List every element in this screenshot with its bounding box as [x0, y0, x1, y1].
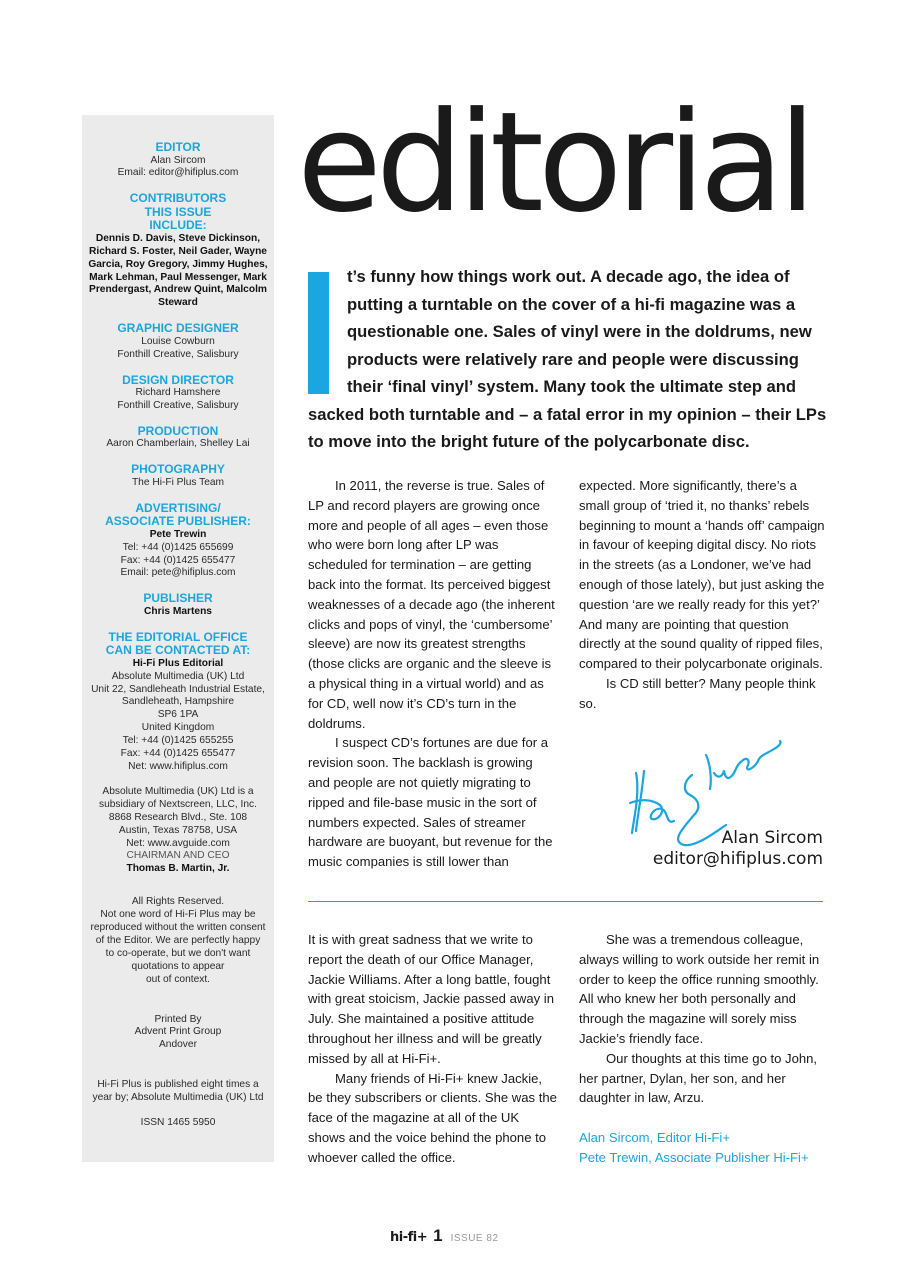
- rights-line: All Rights Reserved.: [131, 896, 225, 908]
- rights-line: reproduced without the written consent: [90, 922, 266, 934]
- editorial-column-2: [579, 476, 829, 714]
- production-names: Aaron Chamberlain, Shelley Lai: [106, 438, 250, 450]
- chairman-name: Thomas B. Martin, Jr.: [126, 863, 230, 875]
- published-line: Hi-Fi Plus is published eight times a: [97, 1079, 259, 1091]
- rights-line: quotations to appear: [131, 960, 225, 972]
- editor-name: Alan Sircom: [150, 154, 206, 166]
- issn: ISSN 1465 5950: [140, 1117, 216, 1129]
- spacer: [579, 1108, 829, 1128]
- signature-name: Alan Sircom: [721, 828, 823, 848]
- obituary-paragraph: Many friends of Hi-Fi+ knew Jackie, be they subscribers or clients. She was the face of the magazine at all of the UK shows and the voice behind the phone to whoever called the office.: [308, 1070, 557, 1165]
- page-number: 1: [433, 1226, 443, 1245]
- contributors-names: Dennis D. Davis, Steve Dickinson, Richard S. Foster, Neil Gader, Wayne Garcia, Roy Gregory, Jimmy Hughes, Mark Lehman, Paul Messenger, Mark Prendergast, Andrew Quint, Malcolm Steward: [88, 232, 268, 309]
- obituary-signature-1: Alan Sircom, Editor Hi-Fi+: [579, 1129, 730, 1145]
- office-heading: THE EDITORIAL OFFICE CAN BE CONTACTED AT:: [105, 629, 251, 658]
- masthead-office: [86, 631, 270, 774]
- parent-line: subsidiary of Nextscreen, LLC, Inc.: [99, 798, 257, 810]
- office-line: Absolute Multimedia (UK) Ltd: [111, 670, 245, 682]
- section-divider: [308, 901, 823, 902]
- photography-names: The Hi-Fi Plus Team: [131, 476, 225, 488]
- masthead-parent-company: [86, 786, 270, 876]
- body-paragraph: expected. More significantly, there’s a small group of ‘tried it, no thanks’ rebels beginning to mount a ‘hands off’ campaign in favour of keeping digital discy. No riots in the streets (as a Londoner, we’ve had enough of those lately), but just asking the question ‘are we really ready for this yet?’ And many are pointing that question directly at the sound quality of ripped files, compared to their polycarbonate originals.: [579, 478, 825, 672]
- published-line: year by; Absolute Multimedia (UK) Ltd: [92, 1092, 264, 1104]
- advertising-heading: ADVERTISING/ ASSOCIATE PUBLISHER:: [105, 500, 251, 529]
- printed-line: Advent Print Group: [134, 1026, 222, 1038]
- masthead-editor: [86, 141, 270, 180]
- drop-cap-bar: [308, 272, 329, 394]
- office-line: Fax: +44 (0)1425 655477: [120, 748, 236, 760]
- office-line: Sandleheath, Hampshire: [121, 696, 235, 708]
- masthead-printed: [86, 1014, 270, 1053]
- advertising-fax: Fax: +44 (0)1425 655477: [120, 554, 236, 566]
- graphic-designer-company: Fonthill Creative, Salisbury: [117, 348, 239, 360]
- obituary-paragraph: She was a tremendous colleague, always willing to work outside her remit in order to keep the office running smoothly. All who knew her both personally and through the magazine will sorely miss Jackie’s friendly face.: [579, 932, 820, 1046]
- obituary-signature-2: Pete Trewin, Associate Publisher Hi-Fi+: [579, 1149, 809, 1165]
- graphic-designer-heading: GRAPHIC DESIGNER: [117, 321, 239, 336]
- office-line: Tel: +44 (0)1425 655255: [122, 735, 234, 747]
- issue-label: ISSUE 82: [450, 1233, 499, 1244]
- editor-email: Email: editor@hifiplus.com: [117, 167, 239, 179]
- masthead-published: [86, 1079, 270, 1105]
- masthead-rights: [86, 896, 270, 986]
- page-footer: [390, 1226, 499, 1246]
- obituary-column-1: [308, 930, 558, 1168]
- parent-line: Austin, Texas 78758, USA: [118, 824, 238, 836]
- rights-line: Not one word of Hi-Fi Plus may be: [100, 909, 256, 921]
- signature-email: editor@hifiplus.com: [652, 849, 823, 869]
- signature-block: [653, 828, 823, 870]
- masthead-production: [86, 425, 270, 451]
- intro-text: t’s funny how things work out. A decade ago, the idea of putting a turntable on the cover of a hi-fi magazine was a questionable one. Sales of vinyl were in the doldrums, new products were relatively rare and people were discussing their ‘final vinyl’ system. Many took the ultimate step and sacked both turntable and – a fatal error in my opinion – their LPs to move into the bright future of the polycarbonate disc.: [308, 267, 827, 451]
- parent-line: Net: www.avguide.com: [126, 837, 230, 849]
- drop-cap-letter: [308, 272, 309, 273]
- office-line: Unit 22, Sandleheath Industrial Estate,: [91, 683, 265, 695]
- masthead-advertising: [86, 502, 270, 581]
- masthead-publisher: [86, 592, 270, 618]
- printed-line: Andover: [159, 1039, 197, 1051]
- body-paragraph: Is CD still better? Many people think so.: [579, 675, 816, 711]
- publisher-heading: PUBLISHER: [143, 591, 213, 606]
- obituary-paragraph: Our thoughts at this time go to John, her partner, Dylan, her son, and her daughter in law, Arzu.: [579, 1050, 818, 1106]
- editorial-column-1: [308, 476, 558, 872]
- office-line: Net: www.hifiplus.com: [128, 760, 228, 772]
- body-paragraph: I suspect CD’s fortunes are due for a revision soon. The backlash is growing and people are not quietly migrating to ripped and file-base music in the sort of numbers expected. Sales of streamer hardware are buoyant, but revenue for the music companies is still lower than: [308, 735, 553, 870]
- masthead-photography: [86, 463, 270, 489]
- parent-line: 8868 Research Blvd., Ste. 108: [108, 811, 248, 823]
- masthead-design-director: [86, 374, 270, 413]
- rights-line: to co-operate, but we don't want: [105, 947, 251, 959]
- photography-heading: PHOTOGRAPHY: [131, 462, 225, 477]
- obituary-paragraph: It is with great sadness that we write to report the death of our Office Manager, Jackie Williams. After a long battle, fought with great stoicism, Jackie passed away in July. She maintained a positive attitude throughout her illness and will be greatly missed by all at Hi-Fi+.: [308, 932, 554, 1066]
- masthead-contributors: [86, 192, 270, 310]
- graphic-designer-name: Louise Cowburn: [141, 335, 215, 347]
- office-line: United Kingdom: [141, 722, 215, 734]
- contributors-heading: CONTRIBUTORS THIS ISSUE INCLUDE:: [129, 191, 227, 233]
- obituary-column-2: [579, 930, 829, 1168]
- office-name: Hi-Fi Plus Editorial: [132, 657, 224, 669]
- intro-paragraph: [308, 263, 833, 456]
- publisher-name: Chris Martens: [144, 605, 212, 617]
- parent-line: Absolute Multimedia (UK) Ltd is a: [102, 785, 254, 797]
- rights-line: of the Editor. We are perfectly happy: [95, 934, 261, 946]
- page-title: editorial: [297, 82, 811, 243]
- advertising-name: Pete Trewin: [149, 528, 207, 540]
- body-paragraph: In 2011, the reverse is true. Sales of LP and record players are growing once more and people of all ages – even those who were born long after LP was scheduled for termination – are getting back into the format. Its perceived biggest weaknesses of a decade ago (the inherent clicks and pops of vinyl, the ‘cumbersome’ sleeve) are now its greatest strengths (those clicks are organic and the sleeve is a physical thing in a virtual world) and as for CD, well now it’s CD’s turn in the doldrums.: [308, 478, 555, 731]
- advertising-email: Email: pete@hifiplus.com: [120, 567, 236, 579]
- advertising-tel: Tel: +44 (0)1425 655699: [122, 541, 234, 553]
- masthead-graphic-designer: [86, 322, 270, 361]
- hifi-plus-logo: hi-fi+: [390, 1230, 428, 1245]
- production-heading: PRODUCTION: [137, 423, 219, 438]
- design-director-company: Fonthill Creative, Salisbury: [117, 399, 239, 411]
- masthead-issn: [86, 1117, 270, 1130]
- office-line: SP6 1PA: [157, 709, 199, 721]
- masthead-sidebar: [82, 115, 274, 1162]
- design-director-heading: DESIGN DIRECTOR: [122, 372, 234, 387]
- printed-line: Printed By: [154, 1013, 202, 1025]
- editor-heading: EDITOR: [155, 140, 201, 154]
- rights-line: out of context.: [146, 973, 210, 985]
- chairman-caption: CHAIRMAN AND CEO: [126, 850, 230, 862]
- design-director-name: Richard Hamshere: [135, 387, 221, 399]
